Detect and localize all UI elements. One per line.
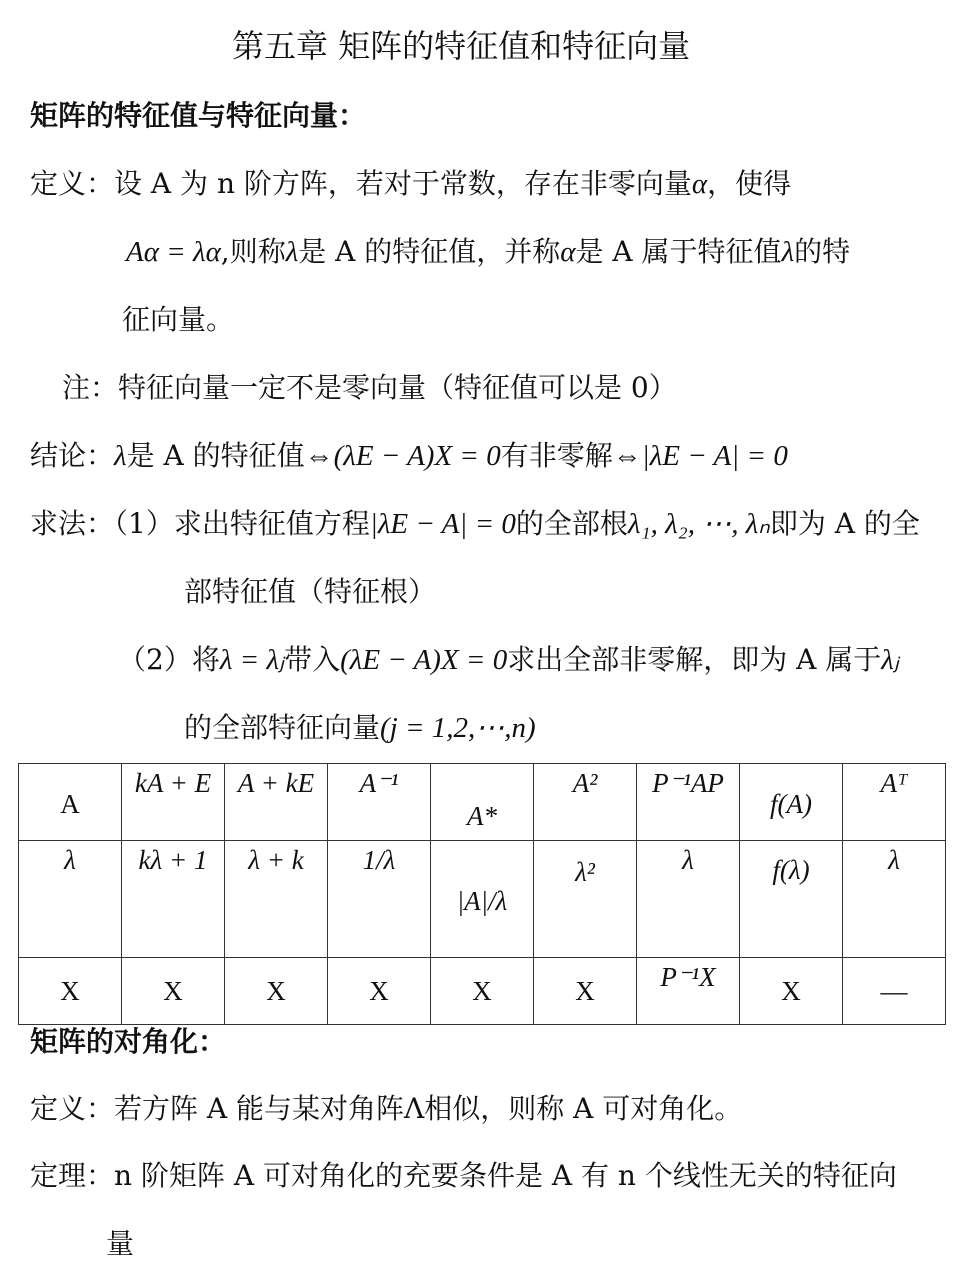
table-cell: A + kE [225, 764, 328, 841]
table-cell: λ [19, 841, 122, 958]
table-cell: X [431, 958, 534, 1025]
table-cell: Aᵀ [843, 764, 946, 841]
table-cell: A² [534, 764, 637, 841]
text: ,则称 [220, 235, 286, 268]
table-cell: f(A) [740, 764, 843, 841]
table-cell: λ² [534, 841, 637, 958]
math: (j = 1,2,⋯,n) [380, 712, 536, 744]
table-cell: kA + E [122, 764, 225, 841]
text: 的特 [794, 235, 851, 268]
theorem-line-1: 定理：n 阶矩阵 A 可对角化的充要条件是 A 有 n 个线性无关的特征向 [30, 1159, 897, 1192]
math: |λE − A| = 0 [641, 440, 788, 472]
text: 是 A 属于特征值 [575, 235, 782, 268]
table-cell: A [19, 764, 122, 841]
text: （1）求出特征值方程 [114, 507, 370, 540]
math: α [691, 168, 708, 200]
iff-symbol: ⇔ [612, 440, 642, 472]
text: 是 A 的特征值 [126, 439, 305, 472]
math: λ₁, λ₂, ⋯, λₙ [627, 508, 770, 540]
math: (λE − A)X = 0 [340, 644, 508, 676]
text: 的全部特征向量 [184, 711, 381, 744]
math: λ [114, 440, 127, 472]
math: α [560, 236, 576, 268]
definition-line-3: 征向量。 [122, 303, 235, 336]
table-cell: A⁻¹ [328, 764, 431, 841]
text: 是 A 的特征值，并称 [298, 235, 561, 268]
table-cell: f(λ) [740, 841, 843, 958]
math: |λE − A| = 0 [369, 508, 516, 540]
table-cell: X [19, 958, 122, 1025]
table-cell: X [328, 958, 431, 1025]
method-step-2-cont [184, 708, 536, 748]
math: (λE − A)X = 0 [333, 440, 501, 472]
table-cell: kλ + 1 [122, 841, 225, 958]
math: λ [781, 236, 795, 268]
table-row-eigenvector [19, 958, 946, 1025]
math: λⱼ [881, 644, 899, 676]
diagonalization-definition: 定义：若方阵 A 能与某对角阵Λ相似，则称 A 可对角化。 [30, 1092, 743, 1125]
table-row-eigenvalue [19, 841, 946, 958]
table-cell: 1/λ [328, 841, 431, 958]
text: （2）将 [118, 643, 220, 676]
text: 求出全部非零解，即为 A 属于 [507, 643, 882, 676]
table-cell: — [843, 958, 946, 1025]
method-step-1 [30, 504, 920, 544]
table-cell: X [740, 958, 843, 1025]
table-cell: λ [637, 841, 740, 958]
eigen-properties-table [18, 763, 946, 1025]
definition-line-2 [126, 232, 850, 272]
chapter-title: 第五章 矩阵的特征值和特征向量 [232, 27, 691, 65]
text: 有非零解 [500, 439, 613, 472]
table-cell: A* [431, 764, 534, 841]
math: λ [285, 236, 299, 268]
conclusion [30, 436, 788, 476]
text: 即为 A 的全 [769, 507, 920, 540]
math: Aα = λα [126, 236, 221, 268]
section-heading-eigen: 矩阵的特征值与特征向量： [30, 99, 367, 132]
table-cell: P⁻¹AP [637, 764, 740, 841]
method-step-1-cont: 部特征值（特征根） [184, 575, 437, 608]
table-cell: X [225, 958, 328, 1025]
label: 求法： [30, 507, 115, 540]
table-cell: X [122, 958, 225, 1025]
label: 定义： [30, 167, 115, 200]
table-cell: λ + k [225, 841, 328, 958]
table-cell: λ [843, 841, 946, 958]
method-step-2 [118, 640, 899, 680]
label: 结论： [30, 439, 115, 472]
text: 设 A 为 n 阶方阵，若对于常数，存在非零向量 [114, 167, 692, 200]
math: λ = λⱼ [219, 644, 285, 676]
table-cell: |A|/λ [431, 841, 534, 958]
iff-symbol: ⇔ [304, 440, 334, 472]
section-heading-diagonalization: 矩阵的对角化： [30, 1025, 227, 1058]
text: 的全部根 [515, 507, 628, 540]
table-row-matrix [19, 764, 946, 841]
definition-line-1 [30, 164, 791, 204]
text: 带入 [284, 643, 341, 676]
text: ，使得 [707, 167, 792, 200]
table-cell: P⁻¹X [637, 958, 740, 1025]
table-cell: X [534, 958, 637, 1025]
note: 注：特征向量一定不是零向量（特征值可以是 0） [62, 371, 677, 404]
theorem-line-2: 量 [106, 1227, 135, 1260]
